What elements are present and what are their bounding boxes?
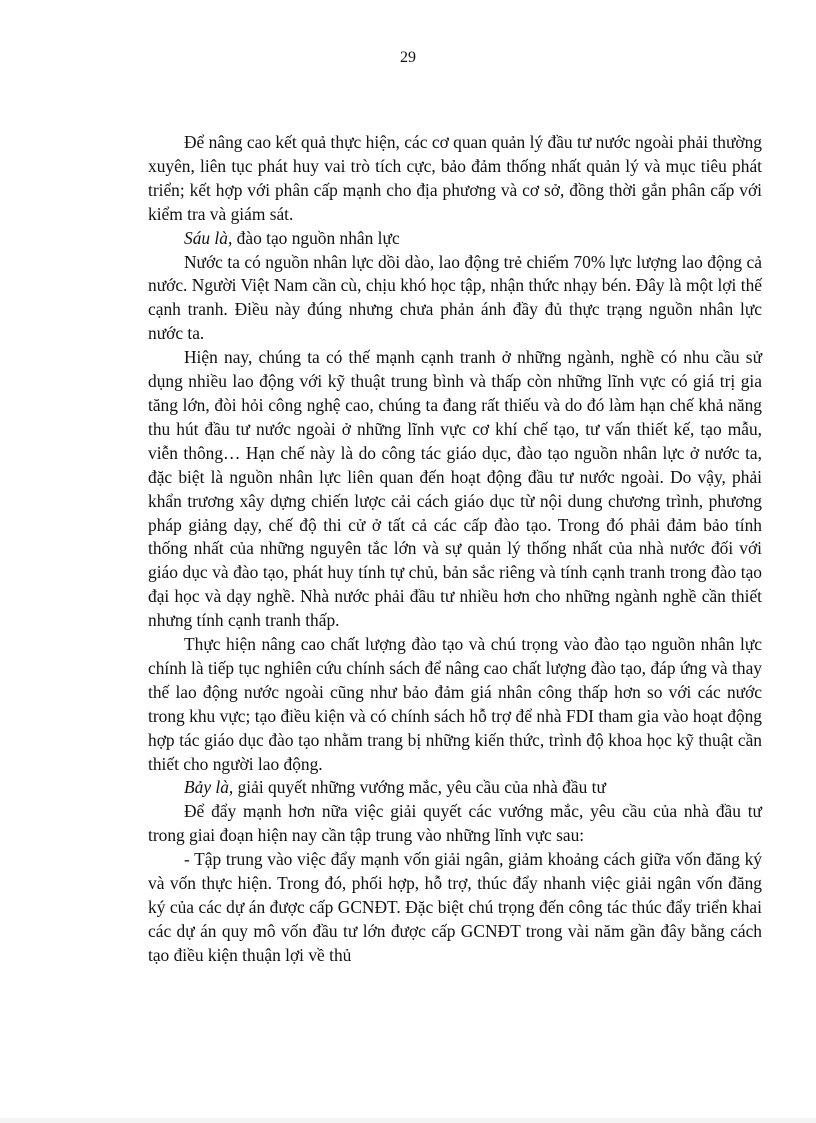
heading-seventh-text: giải quyết những vướng mắc, yêu cầu của nhà đầu tư <box>233 777 606 798</box>
heading-seventh-lead: Bảy là, <box>184 777 234 798</box>
paragraph-competitive-strength: Hiện nay, chúng ta có thế mạnh cạnh tranh ở những ngành, nghề có nhu cầu sử dụng nhiều lao động với kỹ thuật trung bình và thấp còn những lĩnh vực có giá trị gia tăng lớn, đòi hỏi công nghệ cao, chúng ta đang rất thiếu và do đó làm hạn chế khả năng thu hút đầu tư nước ngoài ở những lĩnh vực cơ khí chế tạo, tư vấn thiết kế, tạo mẫu, viễn thông… Hạn chế này là do công tác giáo dục, đào tạo nguồn nhân lực ở nước ta, đặc biệt là nguồn nhân lực liên quan đến hoạt động đầu tư nước ngoài. Do vậy, phải khẩn trương xây dựng chiến lược cải cách giáo dục từ nội dung chương trình, phương pháp giảng dạy, chế độ thi cử ở tất cả các cấp đào tạo. Trong đó phải đảm bảo tính thống nhất của những nguyên tắc lớn và sự quản lý thống nhất của nhà nước đối với giáo dục và đào tạo, phát huy tính tự chủ, bản sắc riêng và tính cạnh tranh trong đào tạo đại học và dạy nghề. Nhà nước phải đầu tư nhiều hơn cho những ngành nghề cần thiết nhưng tính cạnh tranh thấp. <box>148 347 762 631</box>
heading-sixth-point <box>148 227 762 251</box>
paragraph-investor-issues: Để đẩy mạnh hơn nữa việc giải quyết các vướng mắc, yêu cầu của nhà đầu tư trong giai đoạn hiện nay cần tập trung vào những lĩnh vực sau: <box>148 801 762 846</box>
paragraph-management: Để nâng cao kết quả thực hiện, các cơ quan quản lý đầu tư nước ngoài phải thường xuyên, liên tục phát huy vai trò tích cực, bảo đảm thống nhất quản lý và mục tiêu phát triển; kết hợp với phân cấp mạnh cho địa phương và cơ sở, đồng thời gắn phân cấp với kiểm tra và giám sát. <box>148 132 762 224</box>
list-item-disbursement: - Tập trung vào việc đẩy mạnh vốn giải ngân, giảm khoảng cách giữa vốn đăng ký và vốn thực hiện. Trong đó, phối hợp, hỗ trợ, thúc đẩy nhanh việc giải ngân vốn đăng ký của các dự án được cấp GCNĐT. Đặc biệt chú trọng đến công tác thúc đẩy triển khai các dự án quy mô vốn đầu tư lớn được cấp GCNĐT trong vài năm gần đây bằng cách tạo điều kiện thuận lợi về thủ <box>148 849 762 965</box>
heading-sixth-text: đào tạo nguồn nhân lực <box>232 227 400 248</box>
page-bottom-edge <box>0 1118 816 1123</box>
heading-seventh-point <box>148 776 762 800</box>
heading-sixth-lead: Sáu là, <box>184 227 233 248</box>
paragraph-training-quality: Thực hiện nâng cao chất lượng đào tạo và chú trọng vào đào tạo nguồn nhân lực chính là tiếp tục nghiên cứu chính sách để nâng cao chất lượng đào tạo, đáp ứng và thay thế lao động nước ngoài cũng như bảo đảm giá nhân công thấp hơn so với các nước trong khu vực; tạo điều kiện và có chính sách hỗ trợ để nhà FDI tham gia vào hoạt động hợp tác giáo dục đào tạo nhằm trang bị những kiến thức, trình độ khoa học kỹ thuật cần thiết cho người lao động. <box>148 634 762 774</box>
document-body <box>148 131 762 968</box>
page-number: 29 <box>400 49 416 66</box>
paragraph-labor-resources: Nước ta có nguồn nhân lực dồi dào, lao động trẻ chiếm 70% lực lượng lao động cả nước. Người Việt Nam cần cù, chịu khó học tập, nhận thức nhạy bén. Đây là một lợi thế cạnh tranh. Điều này đúng nhưng chưa phản ánh đầy đủ thực trạng nguồn nhân lực nước ta. <box>148 251 762 344</box>
